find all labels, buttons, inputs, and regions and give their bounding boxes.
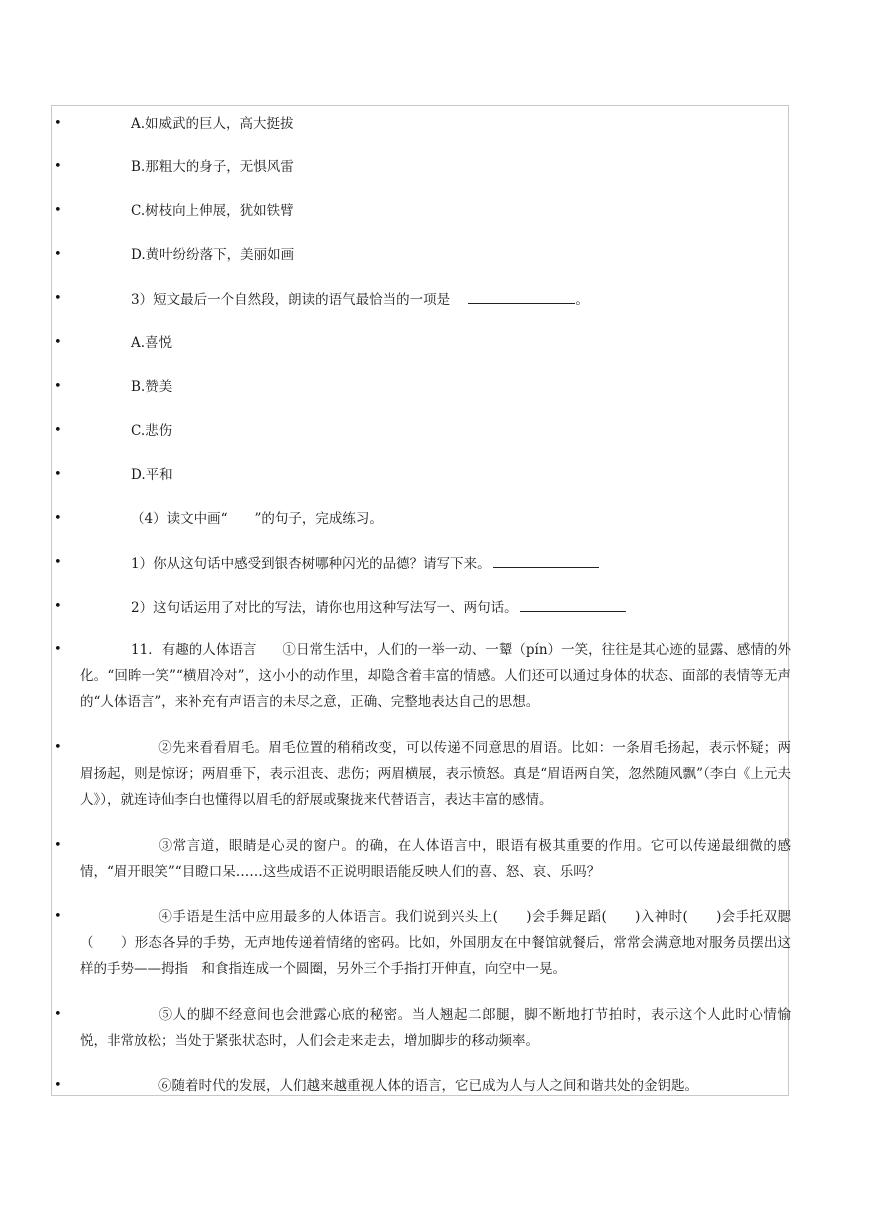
bullet-icon: • bbox=[54, 116, 62, 131]
option-a: A.如威武的巨人，高大挺拔 bbox=[131, 116, 294, 132]
paragraph-text: ③常言道，眼睛是心灵的窗户。的确，在人体语言中，眼语有极其重要的作用。它可以传递最细微的感情，“眉开眼笑”“目瞪口呆……这些成语不正说明眼语能反映人们的喜、怒、哀、乐吗？ bbox=[80, 838, 791, 880]
option-c: C.悲伤 bbox=[131, 423, 173, 439]
bullet-icon: • bbox=[54, 379, 62, 394]
bullet-icon: • bbox=[54, 159, 62, 174]
bullet-icon: • bbox=[54, 335, 62, 350]
paragraph-text: ⑥随着时代的发展，人们越来越重视人体的语言，它已成为人与人之间和谐共处的金钥匙。 bbox=[158, 1078, 698, 1094]
paragraph-text: ⑤人的脚不经意间也会泄露心底的秘密。当人翘起二郎腿，脚不断地打节拍时，表示这个人此时心情愉悦，非常放松；当处于紧张状态时，人们会走来走去，增加脚步的移动频率。 bbox=[80, 1007, 791, 1049]
paragraph-text: ④手语是生活中应用最多的人体语言。我们说到兴头上( )会手舞足蹈( )入神时( )会手托双腮（ ）形态各异的手势，无声地传递着情绪的密码。比如，外国朋友在中餐馆就餐后，常常会满意地对服务员摆出这样的手势——拇指 和食指连成一个圆圈，另外三个手指打开伸直，向空中一晃。 bbox=[80, 909, 791, 977]
bullet-icon: • bbox=[54, 555, 62, 570]
passage-paragraph-4 bbox=[80, 904, 791, 982]
bullet-icon: • bbox=[54, 1007, 62, 1022]
passage-heading: 11．有趣的人体语言 bbox=[131, 642, 257, 658]
bullet-icon: • bbox=[54, 642, 62, 657]
paragraph-text: ①日常生活中，人们的一举一动、一颦（pín）一笑，往往是其心迹的显露、感情的外化。“回眸一笑”“横眉冷对”，这小小的动作里，却隐含着丰富的情感。人们还可以通过身体的状态、面部的表情等无声的“人体语言”，来补充有声语言的未尽之意，正确、完整地表达自己的思想。 bbox=[80, 642, 791, 710]
bullet-icon: • bbox=[54, 423, 62, 438]
question-4-sub1 bbox=[131, 550, 599, 577]
answer-blank[interactable] bbox=[493, 550, 599, 568]
question-3-prompt: 3）短文最后一个自然段，朗读的语气最恰当的一项是 bbox=[131, 292, 451, 308]
bullet-icon: • bbox=[54, 838, 62, 853]
bullet-icon: • bbox=[54, 291, 62, 306]
question-4-prompt: （4）读文中画“ ”的句子，完成练习。 bbox=[131, 511, 383, 527]
bullet-icon: • bbox=[54, 203, 62, 218]
passage-paragraph-1 bbox=[80, 637, 791, 715]
paragraph-text: ②先来看看眉毛。眉毛位置的稍稍改变，可以传递不同意思的眉语。比如：一条眉毛扬起，表示怀疑；两眉扬起，则是惊讶；两眉垂下，表示沮丧、悲伤；两眉横展，表示愤怒。真是“眉语两自笑，忽然随风飘”（李白《上元夫人》），就连诗仙李白也懂得以眉毛的舒展或聚拢来代替语言，表达丰富的感情。 bbox=[80, 740, 791, 808]
passage-paragraph-2 bbox=[80, 735, 791, 813]
bullet-icon: • bbox=[54, 740, 62, 755]
answer-blank[interactable] bbox=[520, 594, 626, 612]
option-b: B.那粗大的身子，无惧风雷 bbox=[131, 159, 294, 175]
bullet-icon: • bbox=[54, 909, 62, 924]
passage-paragraph-3 bbox=[80, 833, 791, 885]
option-d: D.黄叶纷纷落下，美丽如画 bbox=[131, 247, 295, 263]
question-3 bbox=[131, 286, 589, 313]
bullet-icon: • bbox=[54, 511, 62, 526]
bullet-icon: • bbox=[54, 1078, 62, 1093]
passage-paragraph-5 bbox=[80, 1002, 791, 1054]
bullet-icon: • bbox=[54, 599, 62, 614]
passage-paragraph-6 bbox=[80, 1073, 791, 1099]
bullet-icon: • bbox=[54, 247, 62, 262]
option-c: C.树枝向上伸展，犹如铁臂 bbox=[131, 203, 294, 219]
bullet-icon: • bbox=[54, 467, 62, 482]
question-3-end: 。 bbox=[575, 292, 589, 308]
option-a: A.喜悦 bbox=[131, 335, 173, 351]
option-b: B.赞美 bbox=[131, 379, 173, 395]
question-4-sub2 bbox=[131, 594, 626, 621]
question-4-sub2-prompt: 2）这句话运用了对比的写法，请你也用这种写法写一、两句话。 bbox=[131, 600, 518, 616]
option-d: D.平和 bbox=[131, 467, 173, 483]
question-4-sub1-prompt: 1）你从这句话中感受到银杏树哪种闪光的品德？请写下来。 bbox=[131, 556, 491, 572]
answer-blank[interactable] bbox=[468, 286, 575, 304]
